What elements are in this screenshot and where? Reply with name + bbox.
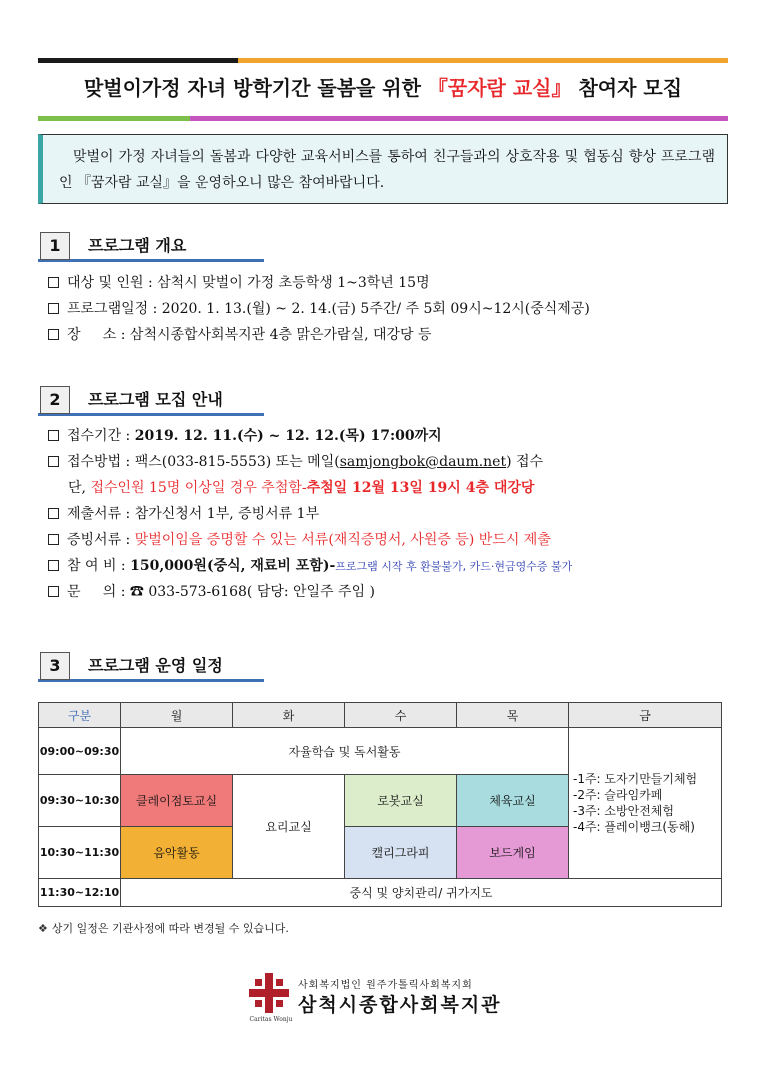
table-row — [39, 728, 722, 775]
header-mon: 월 — [121, 703, 233, 728]
list-item-period: 접수기간 : 2019. 12. 11.(수) ~ 12. 12.(목) 17:00까지 — [48, 423, 738, 449]
header-gubun: 구분 — [39, 703, 121, 728]
section-3-number: 3 — [40, 652, 70, 680]
time-cell: 09:30~10:30 — [39, 775, 121, 827]
list-item-method: 접수방법 : 팩스(033-815-5553) 또는 메일(samjongbok@daum.net) 접수 — [48, 449, 738, 475]
schedule-note: ❖ 상기 일정은 기관사정에 따라 변경될 수 있습니다. — [38, 922, 289, 935]
section-2-list — [48, 423, 738, 605]
list-item-proof: 증빙서류 : 맞벌이임을 증명할 수 있는 서류(재직증명서, 사원증 등) 반드시 제출 — [48, 527, 738, 553]
cell-clay: 클레이점토교실 — [121, 775, 233, 827]
header-tue: 화 — [233, 703, 345, 728]
section-2-heading — [38, 386, 264, 416]
intro-box — [38, 134, 728, 204]
section-1-number: 1 — [40, 232, 70, 260]
header-thu: 목 — [457, 703, 569, 728]
title-top-rule — [38, 58, 728, 63]
section-3-heading — [38, 652, 264, 682]
checkbox-bullet-icon — [48, 303, 59, 314]
cell-sports: 체육교실 — [457, 775, 569, 827]
checkbox-bullet-icon — [48, 534, 59, 545]
section-1-heading — [38, 232, 264, 262]
org-name: 삼척시종합사회복지관 — [298, 994, 502, 1016]
cell-music: 음악활동 — [121, 827, 233, 879]
checkbox-bullet-icon — [48, 508, 59, 519]
list-item-docs: 제출서류 : 참가신청서 1부, 증빙서류 1부 — [48, 501, 738, 527]
intro-text: 맞벌이 가정 자녀들의 돌봄과 다양한 교육서비스를 통하여 친구들과의 상호작용 및 협동심 향상 프로그램인 『꿈자람 교실』을 운영하오니 많은 참여바랍니다. — [59, 149, 715, 191]
header-fri: 금 — [569, 703, 722, 728]
cell-lunch: 중식 및 양치관리/ 귀가지도 — [121, 879, 722, 907]
logo-caption: Caritas Wonju — [249, 1016, 293, 1023]
section-3-title: 프로그램 운영 일정 — [88, 656, 223, 675]
email-link[interactable]: samjongbok@daum.net — [339, 454, 507, 470]
table-header-row — [39, 703, 722, 728]
checkbox-bullet-icon — [48, 586, 59, 597]
time-cell: 11:30~12:10 — [39, 879, 121, 907]
time-cell: 09:00~09:30 — [39, 728, 121, 775]
page-title: 맞벌이가정 자녀 방학기간 돌봄을 위한 『꿈자람 교실』 참여자 모집 — [83, 76, 683, 100]
cell-cooking: 요리교실 — [233, 775, 345, 879]
cell-self-study: 자율학습 및 독서활동 — [121, 728, 569, 775]
list-item: 프로그램일정 : 2020. 1. 13.(월) ~ 2. 14.(금) 5주간/ 주 5회 09시~12시(중식제공) — [48, 296, 738, 322]
checkbox-bullet-icon — [48, 430, 59, 441]
list-item: 장 소 : 삼척시종합사회복지관 4층 맑은가람실, 대강당 등 — [48, 322, 738, 348]
checkbox-bullet-icon — [48, 277, 59, 288]
schedule-table — [38, 702, 722, 907]
checkbox-bullet-icon — [48, 560, 59, 571]
star-bullet-icon: ❖ — [38, 922, 48, 935]
checkbox-bullet-icon — [48, 329, 59, 340]
time-cell: 10:30~11:30 — [39, 827, 121, 879]
checkbox-bullet-icon — [48, 456, 59, 467]
cell-friday-program: -1주: 도자기만들기체험 -2주: 슬라임카페 -3주: 소방안전체험 -4주: 플레이뱅크(동해) — [569, 728, 722, 879]
section-1-title: 프로그램 개요 — [88, 236, 187, 255]
list-item-fee: 참 여 비 : 150,000원(중식, 재료비 포함)-프로그램 시작 후 환불불가, 카드·현금영수증 불가 — [48, 553, 738, 579]
cell-boardgame: 보드게임 — [457, 827, 569, 879]
section-1-list — [48, 270, 738, 348]
org-parent-name: 사회복지법인 원주가톨릭사회복지회 — [298, 980, 473, 991]
cell-robot: 로봇교실 — [345, 775, 457, 827]
table-row — [39, 879, 722, 907]
title-highlight: 『꿈자람 교실』 — [427, 76, 572, 100]
header-wed: 수 — [345, 703, 457, 728]
list-item-method-note: 단, 접수인원 15명 이상일 경우 추첨함-추첨일 12월 13일 19시 4층 대강당 — [68, 480, 535, 496]
cell-calligraphy: 캘리그라피 — [345, 827, 457, 879]
list-item-contact: 문 의 : ☎ 033-573-6168( 담당: 안일주 주임 ) — [48, 579, 738, 605]
list-item: 대상 및 인원 : 삼척시 맞벌이 가정 초등학생 1~3학년 15명 — [48, 270, 738, 296]
title-bottom-rule — [38, 116, 728, 121]
phone-icon: ☎ — [129, 584, 144, 600]
section-2-title: 프로그램 모집 안내 — [88, 390, 223, 409]
caritas-logo-icon — [246, 970, 292, 1016]
section-2-number: 2 — [40, 386, 70, 414]
